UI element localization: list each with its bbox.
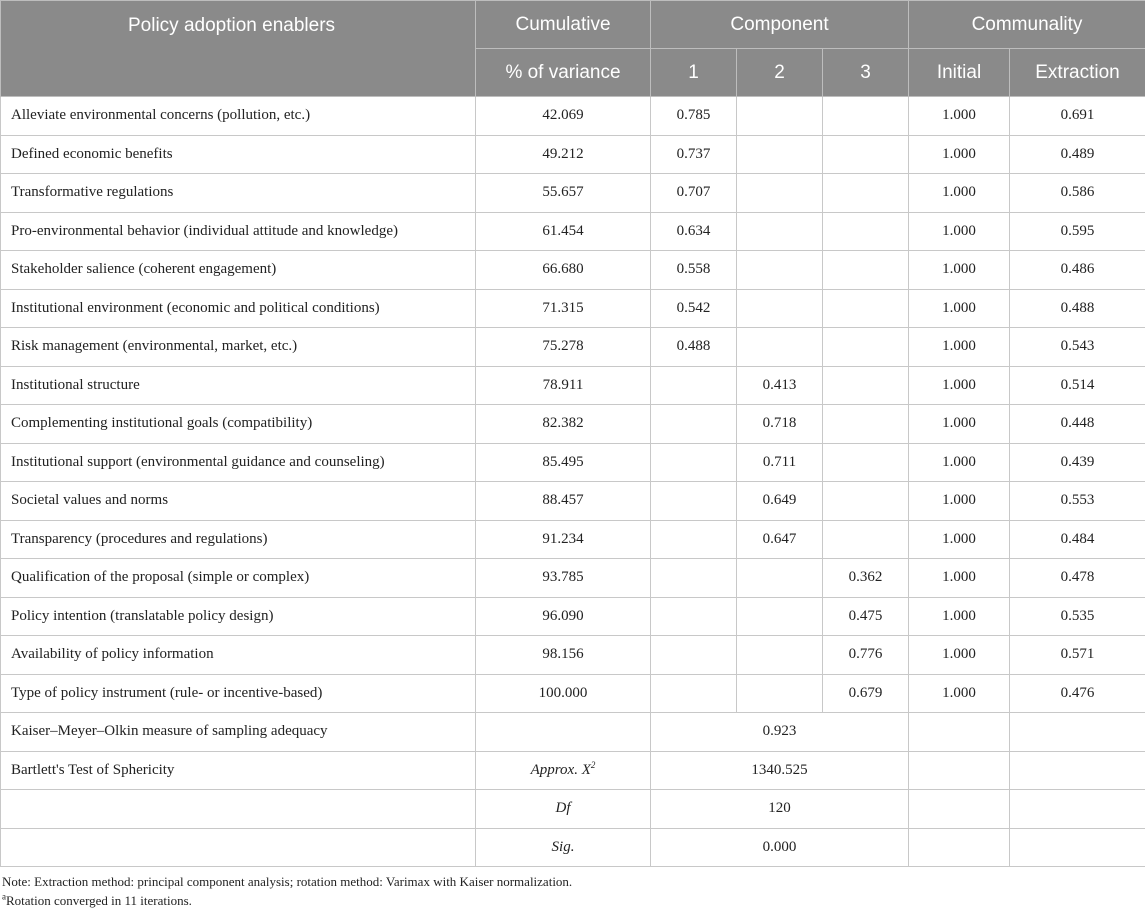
row-component-3: [823, 405, 909, 444]
row-component-3: [823, 443, 909, 482]
row-component-3: [823, 366, 909, 405]
row-initial: 1.000: [909, 174, 1010, 213]
rotation-note-sup: a: [2, 891, 6, 902]
row-extraction: 0.571: [1010, 636, 1145, 675]
kmo-label: Kaiser–Meyer–Olkin measure of sampling adequacy: [1, 713, 476, 752]
table-row: [1, 559, 1145, 598]
row-label: Complementing institutional goals (compatibility): [1, 405, 476, 444]
row-component-1: 0.542: [651, 289, 737, 328]
row-extraction: 0.448: [1010, 405, 1145, 444]
table-row: [1, 328, 1145, 367]
row-extraction: 0.489: [1010, 135, 1145, 174]
header-pct-variance: % of variance: [476, 49, 651, 97]
row-initial: 1.000: [909, 405, 1010, 444]
table-note: Note: Extraction method: principal component analysis; rotation method: Varimax with Kaiser normalization.: [2, 874, 573, 889]
row-component-2: [737, 328, 823, 367]
sig-value: 0.000: [651, 828, 909, 867]
bartlett-empty-initial: [909, 751, 1010, 790]
table-row: [1, 212, 1145, 251]
row-initial: 1.000: [909, 212, 1010, 251]
row-initial: 1.000: [909, 674, 1010, 713]
row-component-1: [651, 636, 737, 675]
row-component-2: [737, 135, 823, 174]
row-component-1: 0.785: [651, 97, 737, 136]
row-component-2: [737, 597, 823, 636]
table-row: [1, 443, 1145, 482]
row-component-1: [651, 443, 737, 482]
header-cumulative: Cumulative: [476, 1, 651, 49]
df-empty-extraction: [1010, 790, 1145, 829]
row-cumulative: 88.457: [476, 482, 651, 521]
row-component-2: 0.718: [737, 405, 823, 444]
bartlett-empty-extraction: [1010, 751, 1145, 790]
row-component-2: [737, 174, 823, 213]
row-cumulative: 100.000: [476, 674, 651, 713]
row-cumulative: 96.090: [476, 597, 651, 636]
row-cumulative: 66.680: [476, 251, 651, 290]
row-component-2: [737, 251, 823, 290]
header-component-1: 1: [651, 49, 737, 97]
row-component-2: 0.413: [737, 366, 823, 405]
row-label: Type of policy instrument (rule- or incentive-based): [1, 674, 476, 713]
row-initial: 1.000: [909, 482, 1010, 521]
row-component-3: [823, 212, 909, 251]
row-cumulative: 85.495: [476, 443, 651, 482]
row-component-1: [651, 520, 737, 559]
row-component-1: 0.737: [651, 135, 737, 174]
row-initial: 1.000: [909, 97, 1010, 136]
row-extraction: 0.439: [1010, 443, 1145, 482]
bartlett-approx-label: [476, 751, 651, 790]
row-component-3: [823, 251, 909, 290]
row-component-2: 0.649: [737, 482, 823, 521]
df-value: 120: [651, 790, 909, 829]
row-component-3: [823, 328, 909, 367]
table-row: [1, 251, 1145, 290]
row-initial: 1.000: [909, 520, 1010, 559]
row-component-3: 0.776: [823, 636, 909, 675]
row-extraction: 0.486: [1010, 251, 1145, 290]
header-component-3: 3: [823, 49, 909, 97]
kmo-empty-initial: [909, 713, 1010, 752]
header-component-2: 2: [737, 49, 823, 97]
row-component-1: [651, 482, 737, 521]
row-component-2: 0.647: [737, 520, 823, 559]
row-cumulative: 42.069: [476, 97, 651, 136]
table-row: [1, 366, 1145, 405]
row-label: Institutional support (environmental guidance and counseling): [1, 443, 476, 482]
table-row: [1, 135, 1145, 174]
row-initial: 1.000: [909, 289, 1010, 328]
row-component-3: [823, 482, 909, 521]
row-extraction: 0.543: [1010, 328, 1145, 367]
row-cumulative: 49.212: [476, 135, 651, 174]
bartlett-approx-value: 1340.525: [651, 751, 909, 790]
rotation-note: [2, 893, 192, 909]
sig-row: [1, 828, 1145, 867]
row-label: Societal values and norms: [1, 482, 476, 521]
table-body: [1, 97, 1145, 867]
row-initial: 1.000: [909, 559, 1010, 598]
kmo-empty-extraction: [1010, 713, 1145, 752]
header-extraction: Extraction: [1010, 49, 1145, 97]
row-initial: 1.000: [909, 366, 1010, 405]
row-extraction: 0.691: [1010, 97, 1145, 136]
row-component-1: 0.707: [651, 174, 737, 213]
row-label: Risk management (environmental, market, etc.): [1, 328, 476, 367]
sig-empty-label: [1, 828, 476, 867]
row-label: Transformative regulations: [1, 174, 476, 213]
row-extraction: 0.488: [1010, 289, 1145, 328]
table-row: [1, 520, 1145, 559]
row-initial: 1.000: [909, 328, 1010, 367]
table-row: [1, 405, 1145, 444]
row-extraction: 0.514: [1010, 366, 1145, 405]
row-label: Qualification of the proposal (simple or complex): [1, 559, 476, 598]
row-component-3: [823, 174, 909, 213]
row-component-2: [737, 97, 823, 136]
row-cumulative: 61.454: [476, 212, 651, 251]
row-component-1: [651, 674, 737, 713]
row-initial: 1.000: [909, 251, 1010, 290]
row-extraction: 0.586: [1010, 174, 1145, 213]
df-empty-initial: [909, 790, 1010, 829]
table-row: [1, 674, 1145, 713]
row-label: Availability of policy information: [1, 636, 476, 675]
row-cumulative: 82.382: [476, 405, 651, 444]
row-cumulative: 93.785: [476, 559, 651, 598]
row-component-1: [651, 366, 737, 405]
header-initial: Initial: [909, 49, 1010, 97]
row-initial: 1.000: [909, 443, 1010, 482]
row-component-3: 0.475: [823, 597, 909, 636]
row-component-1: 0.558: [651, 251, 737, 290]
row-label: Pro-environmental behavior (individual attitude and knowledge): [1, 212, 476, 251]
header-communality: Communality: [909, 1, 1145, 49]
row-initial: 1.000: [909, 636, 1010, 675]
row-cumulative: 55.657: [476, 174, 651, 213]
header-enablers: Policy adoption enablers: [1, 1, 476, 97]
row-extraction: 0.553: [1010, 482, 1145, 521]
row-cumulative: 75.278: [476, 328, 651, 367]
row-extraction: 0.476: [1010, 674, 1145, 713]
row-component-3: [823, 97, 909, 136]
row-extraction: 0.478: [1010, 559, 1145, 598]
row-cumulative: 91.234: [476, 520, 651, 559]
row-component-3: [823, 135, 909, 174]
row-label: Defined economic benefits: [1, 135, 476, 174]
row-component-3: 0.679: [823, 674, 909, 713]
table-row: [1, 597, 1145, 636]
approx-text: Approx. X: [530, 761, 591, 778]
row-initial: 1.000: [909, 597, 1010, 636]
row-label: Stakeholder salience (coherent engagement): [1, 251, 476, 290]
row-component-2: [737, 674, 823, 713]
bartlett-label: Bartlett's Test of Sphericity: [1, 751, 476, 790]
row-label: Transparency (procedures and regulations): [1, 520, 476, 559]
row-component-1: 0.634: [651, 212, 737, 251]
rotation-note-text: Rotation converged in 11 iterations.: [6, 893, 192, 908]
row-component-2: [737, 559, 823, 598]
row-component-3: [823, 289, 909, 328]
row-cumulative: 98.156: [476, 636, 651, 675]
kmo-row: [1, 713, 1145, 752]
table-row: [1, 289, 1145, 328]
approx-sup: 2: [590, 759, 596, 770]
table-row: [1, 174, 1145, 213]
row-component-2: 0.711: [737, 443, 823, 482]
row-initial: 1.000: [909, 135, 1010, 174]
df-row: [1, 790, 1145, 829]
sig-empty-extraction: [1010, 828, 1145, 867]
df-label: Df: [476, 790, 651, 829]
row-label: Policy intention (translatable policy design): [1, 597, 476, 636]
row-cumulative: 71.315: [476, 289, 651, 328]
table-row: [1, 636, 1145, 675]
row-component-1: [651, 405, 737, 444]
header-row-1: [1, 1, 1145, 49]
row-label: Institutional structure: [1, 366, 476, 405]
row-label: Institutional environment (economic and political conditions): [1, 289, 476, 328]
kmo-value: 0.923: [651, 713, 909, 752]
row-extraction: 0.484: [1010, 520, 1145, 559]
row-label: Alleviate environmental concerns (pollution, etc.): [1, 97, 476, 136]
table-row: [1, 482, 1145, 521]
sig-empty-initial: [909, 828, 1010, 867]
kmo-empty: [476, 713, 651, 752]
sig-label: Sig.: [476, 828, 651, 867]
bartlett-row: [1, 751, 1145, 790]
row-component-1: [651, 597, 737, 636]
row-component-1: 0.488: [651, 328, 737, 367]
header-component: Component: [651, 1, 909, 49]
row-component-2: [737, 289, 823, 328]
row-component-1: [651, 559, 737, 598]
df-empty-label: [1, 790, 476, 829]
row-component-2: [737, 636, 823, 675]
row-extraction: 0.535: [1010, 597, 1145, 636]
row-component-2: [737, 212, 823, 251]
row-extraction: 0.595: [1010, 212, 1145, 251]
table-row: [1, 97, 1145, 136]
row-component-3: 0.362: [823, 559, 909, 598]
row-component-3: [823, 520, 909, 559]
row-cumulative: 78.911: [476, 366, 651, 405]
